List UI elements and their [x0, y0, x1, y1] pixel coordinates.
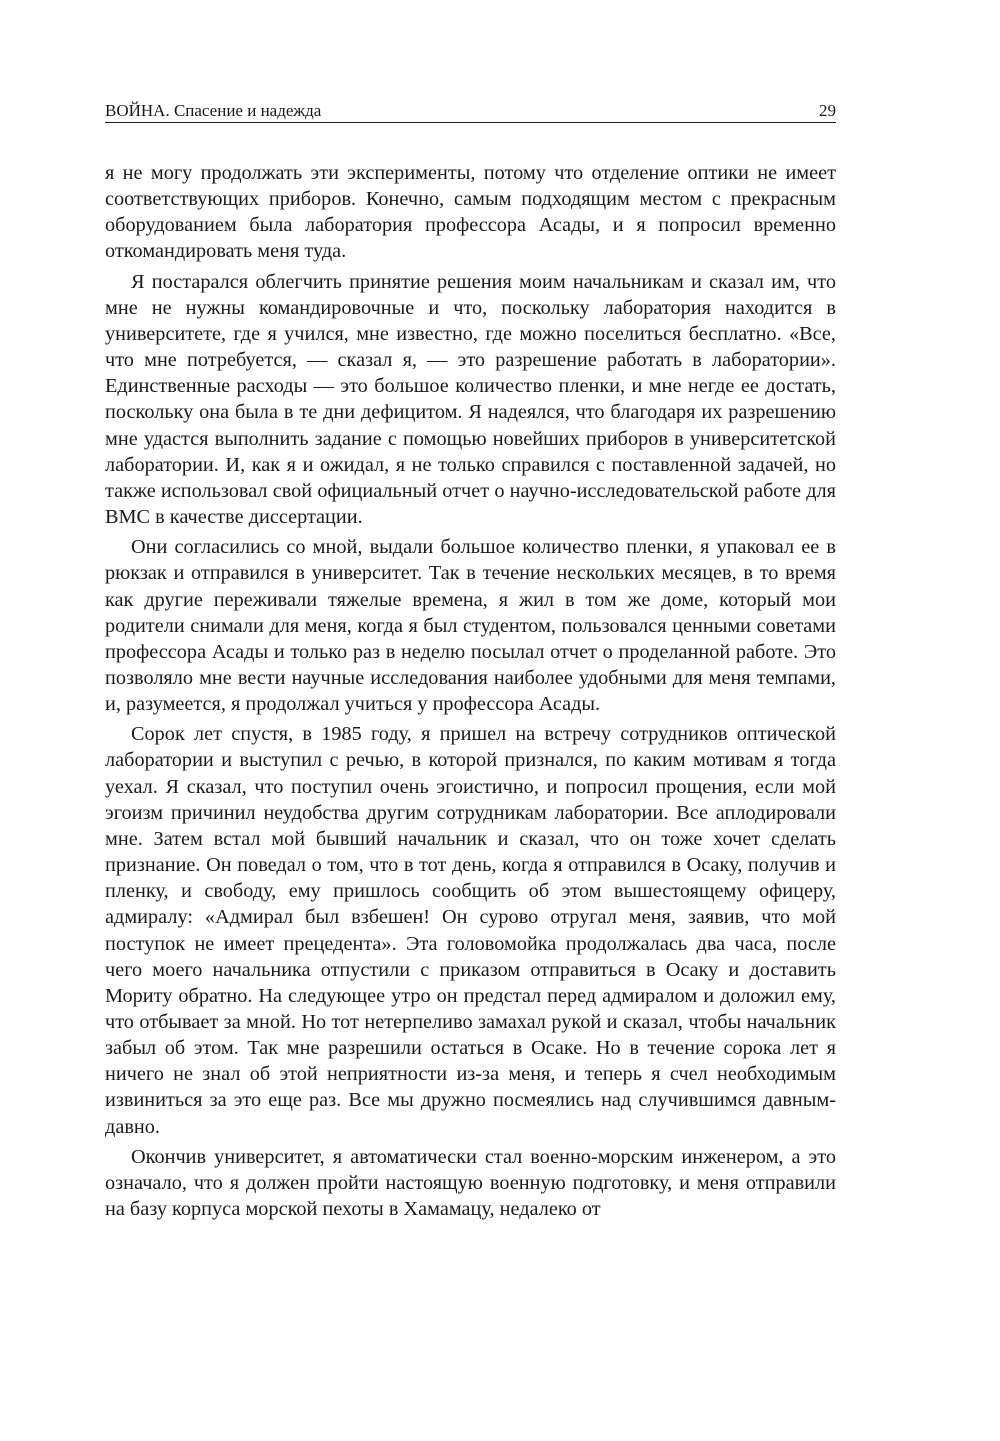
- paragraph-continued: я не могу продолжать эти эксперименты, потому что отделение оптики не имеет соответствующих приборов. Конечно, самым подходящим местом с прекрасным оборудованием была лаборатория профессора Асады, и я попросил временно откомандировать меня туда.: [105, 162, 836, 263]
- page-number: 29: [819, 101, 836, 120]
- paragraph: Я постарался облегчить принятие решения моим начальникам и сказал им, что мне не нужны командировочные и что, поскольку лаборатория находится в университете, где я учился, мне известно, где можно поселиться бесплатно. «Все, что мне потребуется, — сказал я, — это разрешение работать в лаборатории». Единственные расходы — это большое количество пленки, и мне негде ее достать, поскольку она была в те дни дефицитом. Я надеялся, что благодаря их разрешению мне удастся выполнить задание с помощью новейших приборов в университетской лаборатории. И, как я и ожидал, я не только справился с поставленной задачей, но также использовал свой официальный отчет о научно-исследовательской работе для ВМС в качестве диссертации.: [105, 270, 836, 529]
- paragraph: Окончив университет, я автоматически стал военно-морским инженером, а это означало, что я должен пройти настоящую военную подготовку, и меня отправили на базу корпуса морской пехоты в Хамамацу, недалеко от: [105, 1145, 836, 1221]
- chapter-title: ВОЙНА. Спасение и надежда: [105, 101, 322, 120]
- paragraph: Сорок лет спустя, в 1985 году, я пришел на встречу сотрудников оптической лаборатории и выступил с речью, в которой признался, по каким мотивам я тогда уехал. Я сказал, что поступил очень эгоистично, и попросил прощения, если мой эгоизм причинил неудобства другим сотрудникам лаборатории. Все аплодировали мне. Затем встал мой бывший начальник и сказал, что он тоже хочет сделать признание. Он поведал о том, что в тот день, когда я отправился в Осаку, получив и пленку, и свободу, ему пришлось сообщить об этом вышестоящему офицеру, адмиралу: «Адмирал был взбешен! Он сурово отругал меня, заявив, что мой поступок не имеет прецедента». Эта головомойка продолжалась два часа, после чего моего начальника отпустили с приказом отправиться в Осаку и доставить Мориту обратно. На следующее утро он предстал перед адмиралом и доложил ему, что отбывает за мной. Но тот нетерпеливо замахал рукой и сказал, чтобы начальник забыл об этом. Так мне разрешили остаться в Осаке. Но в течение сорока лет я ничего не знал об этой неприятности из-за меня, и теперь я счел необходимым извиниться за это еще раз. Все мы дружно посмеялись над случившимся давным-давно.: [105, 723, 836, 1138]
- body-text: [105, 160, 836, 1222]
- paragraph: Они согласились со мной, выдали большое количество пленки, я упаковал ее в рюкзак и отправился в университет. Так в течение нескольких месяцев, в то время как другие переживали тяжелые времена, я жил в том же доме, который мои родители снимали для меня, когда я был студентом, пользовался ценными советами профессора Асады и только раз в неделю посылал отчет о проделанной работе. Это позволяло мне вести научные исследования наиболее удобными для меня темпами, и, разумеется, я продолжал учиться у профессора Асады.: [105, 536, 836, 716]
- running-header: [105, 100, 836, 123]
